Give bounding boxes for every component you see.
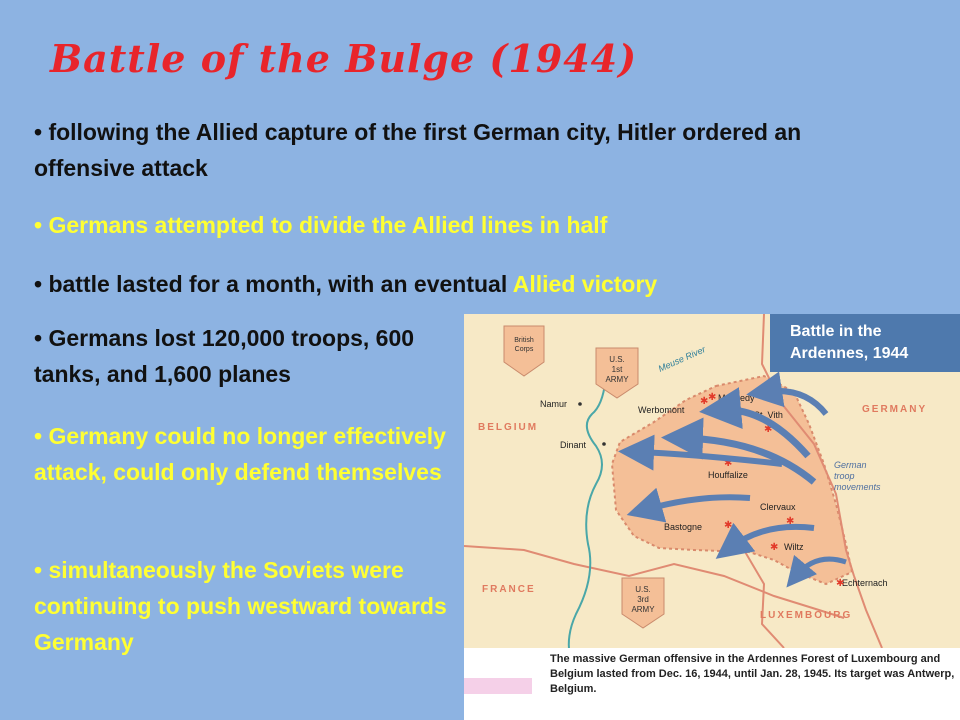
legend-line2: troop [834,471,855,481]
town-wiltz: Wiltz [784,542,804,552]
town-echternach: Echternach [842,578,888,588]
town-dinant: Dinant [560,440,587,450]
belgium-label: BELGIUM [478,422,539,433]
luxembourg-label: LUXEMBOURG [760,610,853,621]
town-st-vith: St. Vith [754,410,783,420]
map-caption-area [464,648,960,720]
town-bastogne: Bastogne [664,522,703,532]
town-malmedy: Malmedy [718,393,755,403]
meuse-river [569,374,606,664]
map-title-line1: Battle in the [790,323,882,340]
ardennes-map [464,314,960,696]
germany-label: GERMANY [862,404,928,415]
battle-marker-houffalize: ✱ [724,458,733,469]
first-army-label1: U.S. [609,355,625,364]
bullet-divide-lines: • Germans attempted to divide the Allied lines in half [34,212,608,238]
france-label: FRANCE [482,584,536,595]
town-houffalize: Houffalize [708,470,748,480]
bullet-battle-month-text: • battle lasted for a month, with an eventual [34,271,513,297]
third-army-label3: ARMY [631,605,655,614]
bullet-losses: • Germans lost 120,000 troops, 600 tanks, and 1,600 planes [34,325,415,387]
british-corps-label2: Corps [514,346,534,353]
battle-marker-wiltz: ✱ [770,542,779,553]
slide-title: Battle of the Bulge (1944) [50,36,638,81]
map-svg [464,314,960,696]
legend-line3: movements [834,482,881,492]
town-namur: Namur [540,399,568,409]
bullet-first-city: • following the Allied capture of the first German city, Hitler ordered an offensive attack [34,119,802,181]
town-clervaux: Clervaux [760,502,796,512]
british-corps-label1: British [514,337,534,344]
namur-marker [578,402,582,406]
map-caption: The massive German offensive in the Ardennes Forest of Luxembourg and Belgium lasted from Dec. 16, 1944, until Jan. 28, 1945. Its target was Antwerp, Belgium. [550,653,955,695]
caption-pink-strip [464,678,532,694]
third-army-label2: 3rd [637,595,649,604]
battle-marker-st-vith: ✱ [764,424,773,435]
battle-marker-malmedy: ✱ [708,392,717,403]
battle-marker-bastogne: ✱ [724,520,733,531]
dinant-marker [602,442,606,446]
allied-victory-highlight: Allied victory [512,271,658,297]
bullet-soviets: • simultaneously the Soviets were continuing to push westward towards Germany [34,557,447,655]
town-werbomont: Werbomont [638,405,685,415]
bullet-battle-month [34,266,657,302]
third-army-label1: U.S. [635,585,651,594]
map-title-line2: Ardennes, 1944 [790,345,909,362]
battle-marker-clervaux: ✱ [786,516,795,527]
battle-marker-werbomont: ✱ [700,396,709,407]
border-luxembourg [744,550,784,648]
legend-line1: German [834,460,867,470]
battle-marker-echternach: ✱ [836,578,845,589]
bullet-defend: • Germany could no longer effectively attack, could only defend themselves [34,423,446,485]
first-army-label3: ARMY [605,375,629,384]
first-army-label2: 1st [611,365,623,374]
meuse-river-label: Meuse River [656,344,707,374]
